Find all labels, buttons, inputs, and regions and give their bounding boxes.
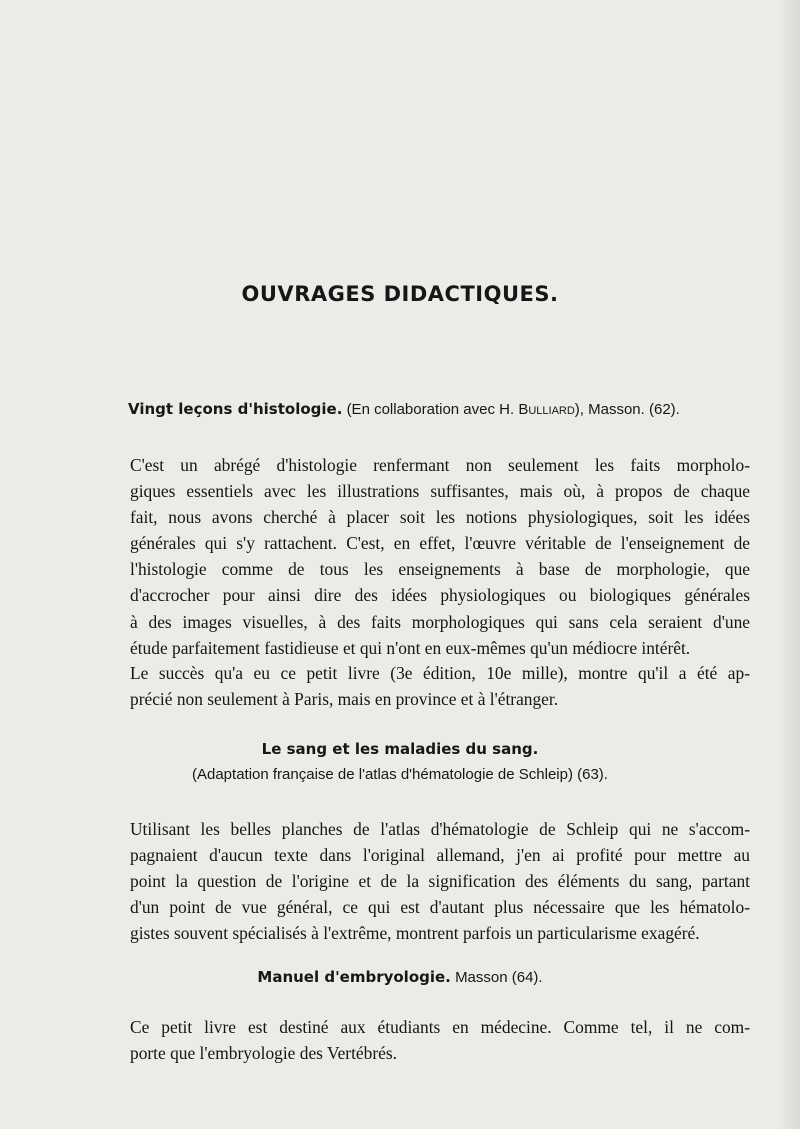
page-heading: OUVRAGES DIDACTIQUES. xyxy=(241,282,559,306)
entry-histologie-details-prefix: (En collaboration avec H. xyxy=(346,401,515,418)
paragraph-line: giques essentiels avec les illustrations suffisantes, mais où, à propos de chaque xyxy=(130,481,750,502)
entry-sang-subtitle: (Adaptation française de l'atlas d'hématologie de Schleip) (63). xyxy=(192,766,608,783)
entry-histologie-author: Bulliard xyxy=(518,401,575,418)
paragraph-line: précié non seulement à Paris, mais en province et à l'étranger. xyxy=(130,689,559,710)
paragraph-line: d'accrocher pour ainsi dire des idées physiologiques ou biologiques générales xyxy=(130,585,750,606)
entry-sang-subtitle-line xyxy=(0,766,800,783)
entry-embryologie xyxy=(0,968,800,986)
entry-embryologie-title: Manuel d'embryologie. xyxy=(257,968,451,986)
paragraph-line: Utilisant les belles planches de l'atlas d'hématologie de Schleip qui ne s'accom- xyxy=(130,819,750,839)
entry-sang-title: Le sang et les maladies du sang. xyxy=(261,740,539,758)
paragraph-line: fait, nous avons cherché à placer soit les notions physiologiques, soit les idées xyxy=(130,507,750,528)
paragraph-line: Le succès qu'a eu ce petit livre (3e édition, 10e mille), montre qu'il a été ap- xyxy=(130,663,750,683)
paragraph-line: point la question de l'origine et de la signification des éléments du sang, partant xyxy=(130,871,750,892)
paragraph-line: pagnaient d'aucun texte dans l'original allemand, j'en ai profité pour mettre au xyxy=(130,845,750,866)
entry-embryologie-details: Masson (64). xyxy=(455,969,543,986)
page-edge-shadow xyxy=(778,0,800,1129)
entry-histologie xyxy=(128,400,680,418)
paragraph-histologie-success xyxy=(130,660,750,712)
paragraph-line: Ce petit livre est destiné aux étudiants en médecine. Comme tel, il ne com- xyxy=(130,1017,750,1037)
paragraph-line: C'est un abrégé d'histologie renfermant non seulement les faits morpholo- xyxy=(130,455,750,475)
paragraph-line: à des images visuelles, à des faits morphologiques qui sans cela seraient d'une xyxy=(130,611,750,632)
paragraph-histologie-description xyxy=(130,452,750,661)
entry-sang-title-line xyxy=(0,740,800,758)
entry-histologie-title: Vingt leçons d'histologie. xyxy=(128,400,343,418)
paragraph-line: porte que l'embryologie des Vertébrés. xyxy=(130,1043,397,1064)
paragraph-line: d'un point de vue général, ce qui est d'autant plus nécessaire que les hématolo- xyxy=(130,897,750,918)
paragraph-line: gistes souvent spécialisés à l'extrême, montrent parfois un particularisme exagéré. xyxy=(130,923,700,944)
paragraph-line: l'histologie comme de tous les enseignements à base de morphologie, que xyxy=(130,559,750,580)
paragraph-embryologie-description xyxy=(130,1014,750,1066)
entry-histologie-details-suffix: ), Masson. (62). xyxy=(574,401,680,418)
paragraph-line: étude parfaitement fastidieuse et qui n'ont en eux-mêmes qu'un médiocre intérêt. xyxy=(130,637,691,658)
paragraph-sang-description xyxy=(130,816,750,946)
paragraph-line: générales qui s'y rattachent. C'est, en effet, l'œuvre véritable de l'enseignement de xyxy=(130,533,750,554)
